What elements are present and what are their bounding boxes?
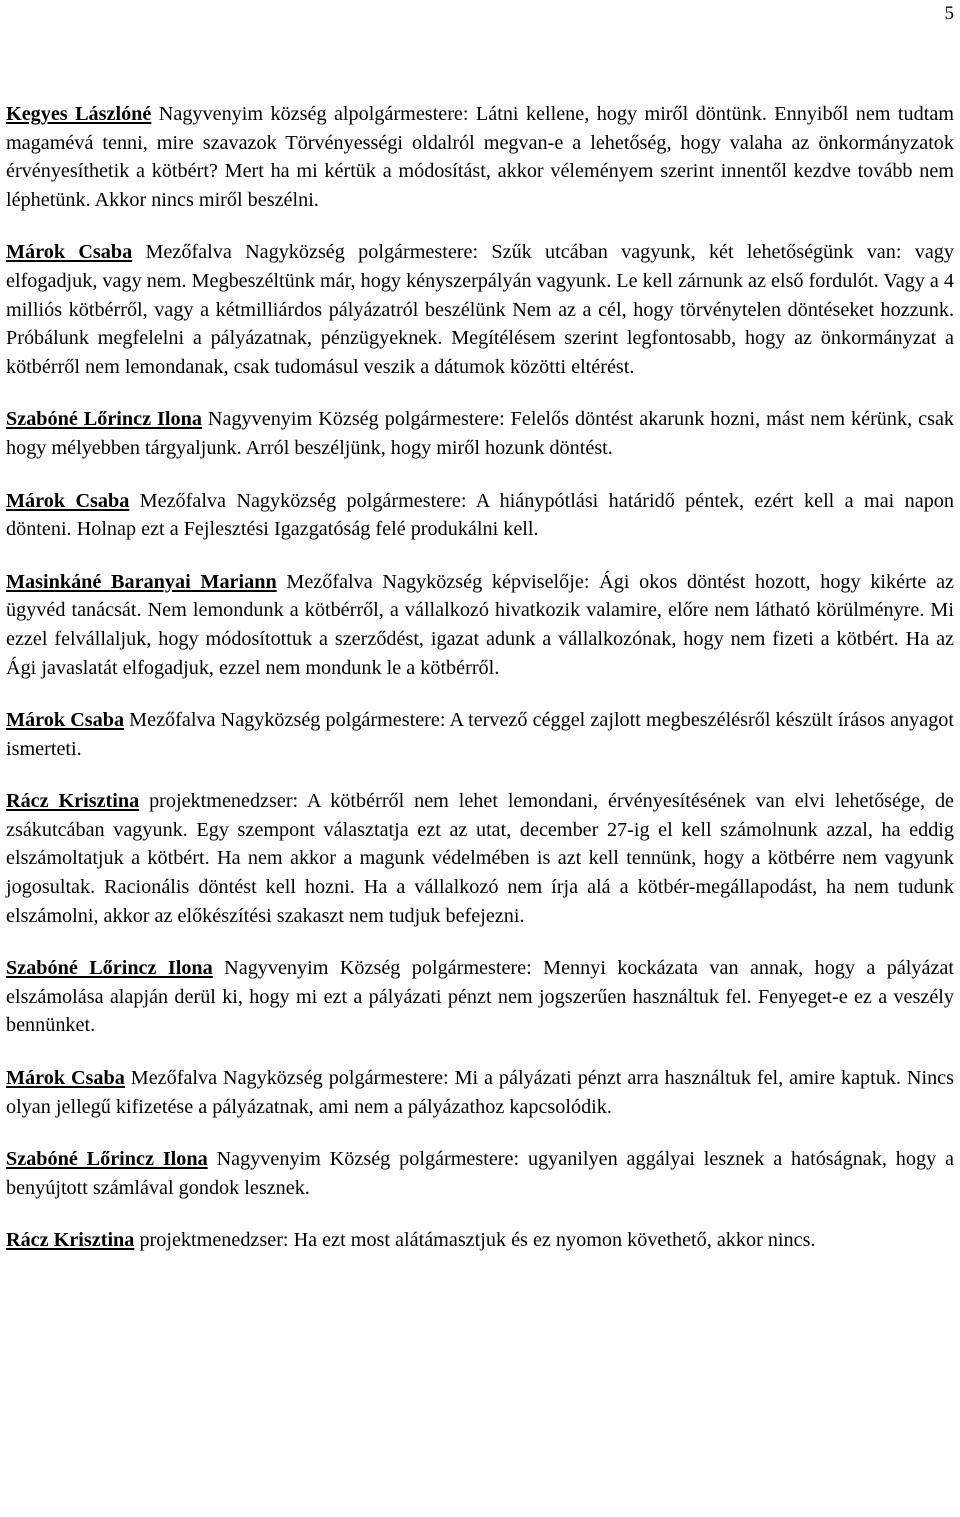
document-body [6, 100, 954, 1279]
paragraph-text: Mezőfalva Nagyközség polgármestere: A hiánypótlási határidő péntek, ezért kell a mai napon dönteni. Holnap ezt a Fejlesztési Igazgatóság felé produkálni kell. [6, 489, 954, 541]
paragraph-text: projektmenedzser: A kötbérről nem lehet lemondani, érvényesítésének van elvi lehetősége, de zsákutcában vagyunk. Egy szempont választatja ezt az utat, december 27-ig el kell számolnunk azzal, ha eddig elszámoltatjuk a kötbért. Ha nem akkor a magunk védelmében is azt kell tennünk, hogy a kötbérre nem vagyunk jogosultak. Racionális döntést kell hozni. Ha a vállalkozó nem írja alá a kötbér-megállapodást, ha nem tudunk elszámolni, akkor az előkészítési szakaszt nem tudjuk befejezni. [6, 790, 954, 927]
speaker-name: Rácz Krisztina [6, 1229, 135, 1252]
speaker-name: Márok Csaba [6, 1067, 125, 1090]
paragraph-8 [6, 954, 954, 1040]
speaker-name: Szabóné Lőrincz Ilona [6, 408, 202, 431]
paragraph-11 [6, 1226, 954, 1255]
speaker-name: Masinkáné Baranyai Mariann [6, 570, 277, 593]
speaker-name: Szabóné Lőrincz Ilona [6, 957, 213, 980]
paragraph-5 [6, 568, 954, 682]
paragraph-6 [6, 706, 954, 763]
paragraph-text: Mezőfalva Nagyközség polgármestere: Szűk utcában vagyunk, két lehetőségünk van: vagy elfogadjuk, vagy nem. Megbeszéltünk már, hogy kényszerpályán vagyunk. Le kell zárnunk az első fordulót. Vagy a 4 milliós kötbérről, vagy a kétmilliárdos pályázatról beszélünk Nem az a cél, hogy törvénytelen döntéseket hozzunk. Próbálunk megfelelni a pályázatnak, pénzügyeknek. Megítélésem szerint legfontosabb, hogy az önkormányzat a kötbérről nem lemondanak, csak tudomásul veszik a dátumok közötti eltérést. [6, 241, 954, 378]
paragraph-text: Nagyvenyim Község polgármestere: Felelős döntést akarunk hozni, mást nem kérünk, csak hogy mélyebben tárgyaljunk. Arról beszéljünk, hogy miről hozunk döntést. [6, 408, 954, 459]
paragraph-text: Mezőfalva Nagyközség polgármestere: Mi a pályázati pénzt arra használtuk fel, amire kaptuk. Nincs olyan jellegű kifizetése a pályázatnak, ami nem a pályázathoz kapcsolódik. [6, 1067, 954, 1118]
paragraph-7 [6, 787, 954, 930]
paragraph-4 [6, 487, 954, 544]
paragraph-text: Nagyvenyim Község polgármestere: ugyanilyen aggályai lesznek a hatóságnak, hogy a benyújtott számlával gondok lesznek. [6, 1148, 954, 1199]
page-number: 5 [944, 3, 954, 24]
speaker-name: Rácz Krisztina [6, 790, 140, 813]
paragraph-2 [6, 238, 954, 381]
paragraph-text: Mezőfalva Nagyközség polgármestere: A tervező céggel zajlott megbeszélésről készült írásos anyagot ismerteti. [6, 709, 954, 760]
speaker-name: Kegyes Lászlóné [6, 103, 152, 125]
paragraph-10 [6, 1145, 954, 1202]
speaker-name: Márok Csaba [6, 489, 130, 512]
speaker-name: Szabóné Lőrincz Ilona [6, 1148, 208, 1171]
paragraph-3 [6, 405, 954, 462]
paragraph-9 [6, 1064, 954, 1121]
speaker-name: Márok Csaba [6, 709, 125, 732]
paragraph-1 [6, 100, 954, 214]
paragraph-text: Nagyvenyim Község polgármestere: Mennyi kockázata van annak, hogy a pályázat elszámolása alapján derül ki, hogy mi ezt a pályázati pénzt nem jogszerűen használtuk fel. Fenyeget-e ez a veszély bennünket. [6, 957, 954, 1037]
paragraph-text: Nagyvenyim község alpolgármestere: Látni kellene, hogy miről döntünk. Ennyiből nem tudtam magamévá tenni, mire szavazok Törvényességi oldalról megvan-e a lehetőség, hogy valaha az önkormányzatok érvényesíthetik a kötbért? Mert ha mi kértük a módosítást, akkor véleményem szerint innentől kezdve tovább nem léphetünk. Akkor nincs miről beszélni. [6, 103, 954, 211]
paragraph-text: projektmenedzser: Ha ezt most alátámasztjuk és ez nyomon követhető, akkor nincs. [134, 1229, 816, 1252]
speaker-name: Márok Csaba [6, 241, 133, 264]
paragraph-text: Mezőfalva Nagyközség képviselője: Ági okos döntést hozott, hogy kikérte az ügyvéd tanácsát. Nem lemondunk a kötbérről, a vállalkozó hivatkozik valamire, előre nem látható körülményre. Mi ezzel felvállaljuk, hogy módosítottuk a szerződést, igazat adunk a vállalkozónak, hogy nem fizeti a kötbért. Ha az Ági javaslatát elfogadjuk, ezzel nem mondunk le a kötbérről. [6, 570, 954, 679]
